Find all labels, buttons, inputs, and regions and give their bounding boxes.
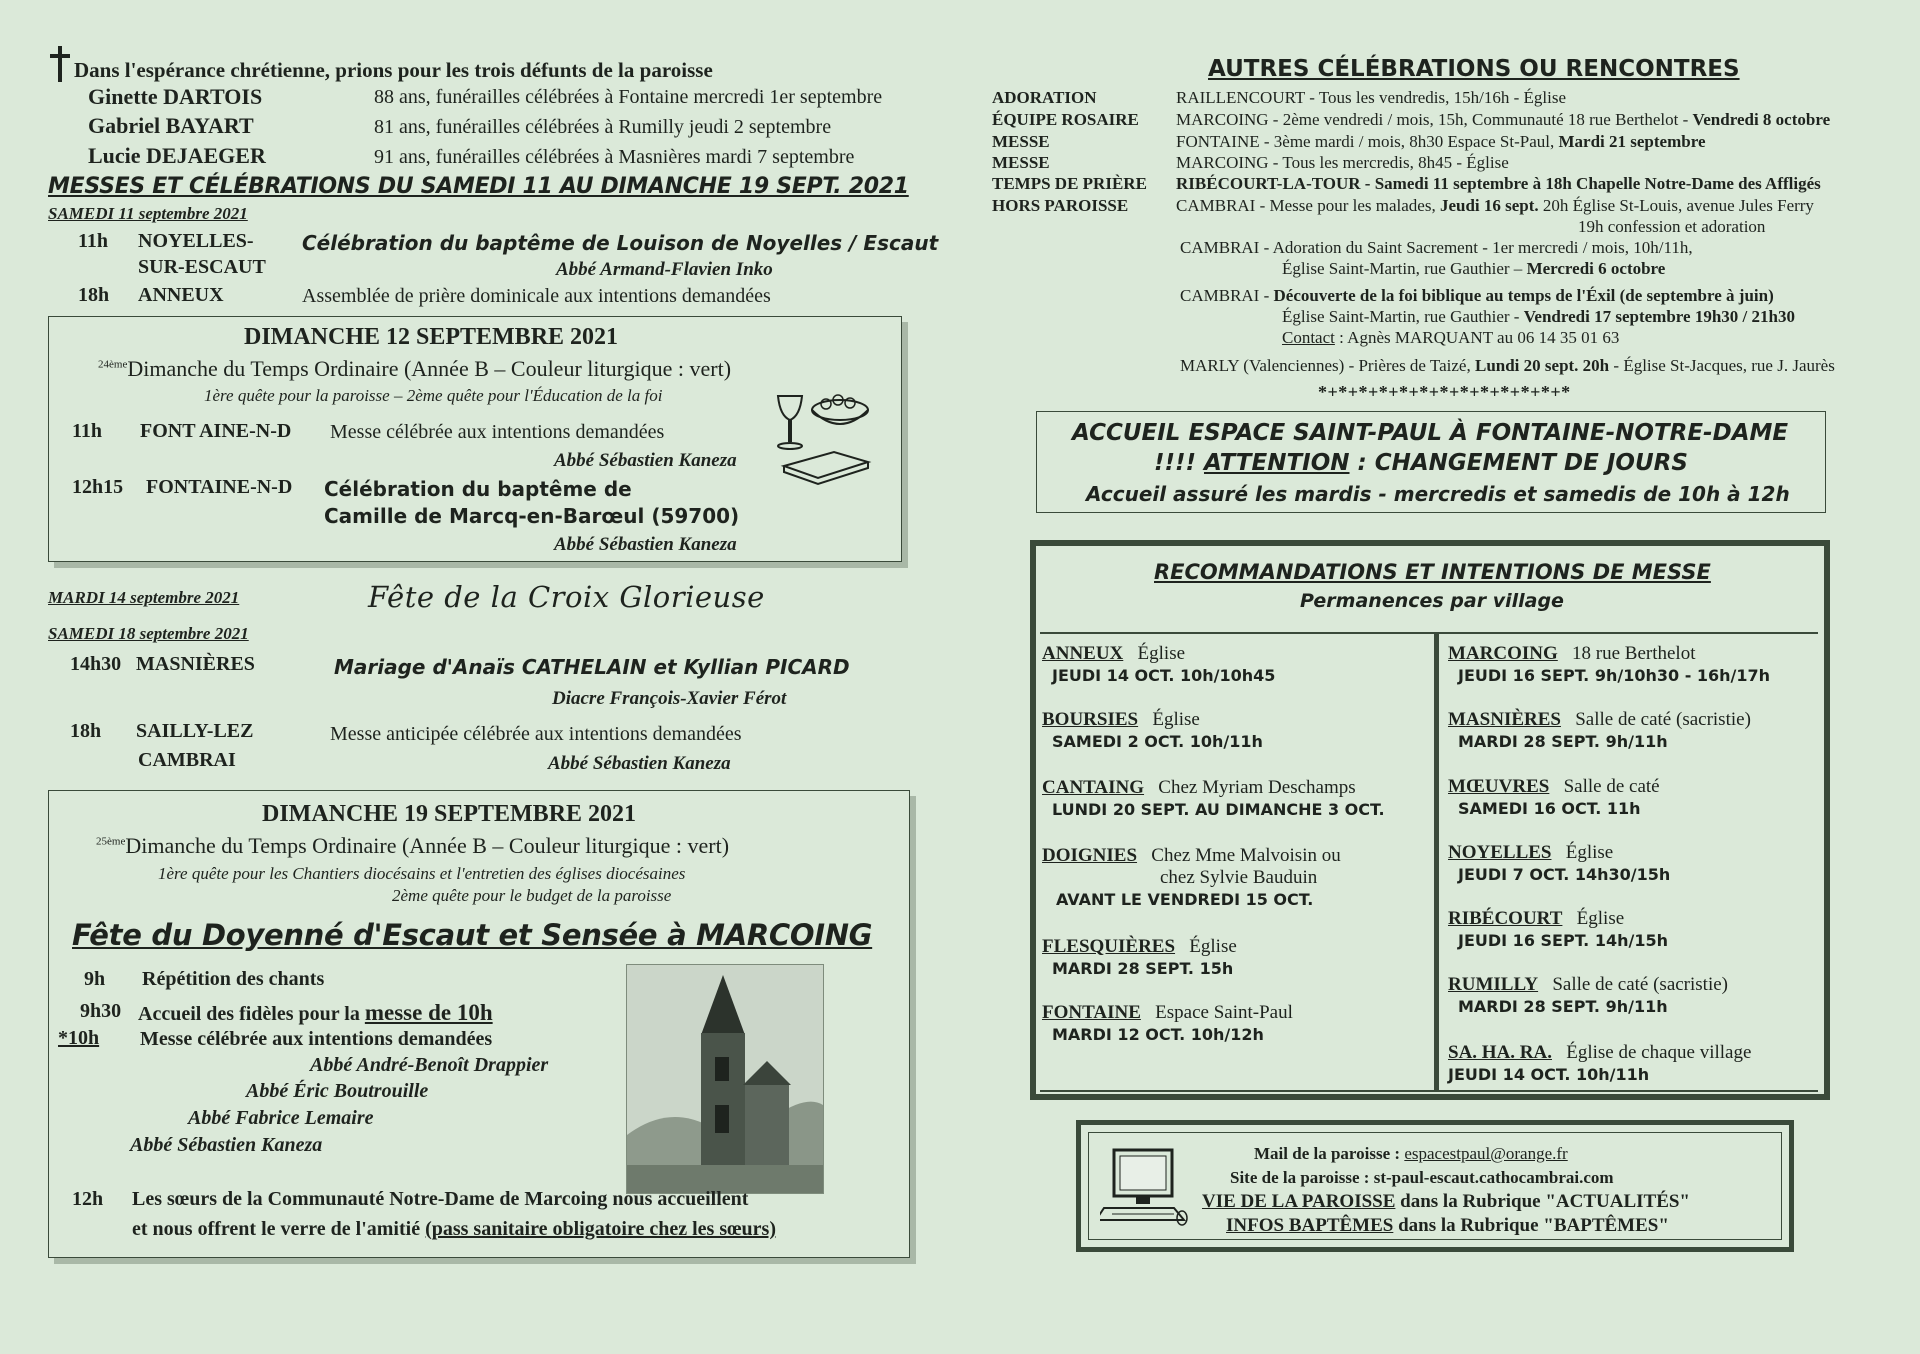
schedule-desc	[138, 1000, 493, 1026]
village-item	[1448, 974, 1728, 1018]
priest-name: Abbé Fabrice Lemaire	[188, 1107, 374, 1129]
event-description: Célébration du baptême de Louison de Noyelles / Escaut	[302, 231, 939, 255]
contact-label: Contact	[1282, 328, 1335, 347]
computer-icon	[1100, 1146, 1190, 1230]
autres-label: TEMPS DE PRIÈRE	[992, 174, 1147, 193]
priest-name: Abbé Sébastien Kaneza	[130, 1134, 323, 1156]
priest-name: Abbé André-Benoît Drappier	[310, 1054, 549, 1076]
village-place: chez Sylvie Bauduin	[1160, 867, 1318, 888]
event-time: 11h	[72, 420, 103, 442]
village-date: AVANT LE VENDREDI 15 OCT.	[1056, 890, 1314, 909]
event-place: ANNEUX	[138, 284, 224, 306]
autres-text-bold: Jeudi 16 sept.	[1439, 196, 1539, 215]
village-date: JEUDI 14 OCT. 10h/11h	[1448, 1065, 1650, 1084]
village-date: MARDI 28 SEPT. 9h/11h	[1458, 732, 1668, 751]
infos-link[interactable]: INFOS BAPTÊMES	[1226, 1215, 1394, 1236]
vie-rest: dans la Rubrique "ACTUALITÉS"	[1400, 1191, 1690, 1212]
autres-text-main: Église Saint-Martin, rue Gauthier –	[1282, 259, 1523, 278]
event-place: FONT AINE-N-D	[140, 420, 292, 442]
site-link[interactable]: st-paul-escaut.cathocambrai.com	[1373, 1168, 1614, 1187]
event-place: NOYELLES-	[138, 230, 254, 252]
deceased-name: Gabriel BAYART	[88, 113, 254, 138]
village-item	[1448, 643, 1770, 687]
village-name: FLESQUIÈRES	[1042, 936, 1176, 957]
feast-title: Fête de la Croix Glorieuse	[368, 580, 765, 614]
schedule-time: 12h	[72, 1188, 104, 1210]
schedule-desc: Messe célébrée aux intentions demandées	[140, 1028, 493, 1050]
village-item	[1042, 777, 1385, 821]
mass-link: messe de 10h	[364, 1000, 493, 1025]
village-date: JEUDI 16 SEPT. 14h/15h	[1458, 931, 1668, 950]
autres-text-bold: Mercredi 6 octobre	[1526, 259, 1666, 278]
event-time: 18h	[70, 720, 102, 742]
village-name: SA. HA. RA.	[1448, 1042, 1552, 1063]
schedule-desc: Répétition des chants	[142, 968, 325, 990]
sunday-subtitle-text: Dimanche du Temps Ordinaire (Année B – Couleur liturgique : vert)	[125, 833, 730, 858]
deceased-intro: Dans l'espérance chrétienne, prions pour les trois défunts de la paroisse	[74, 58, 713, 82]
autres-text-main: FONTAINE - 3ème mardi / mois, 8h30 Espace St-Paul,	[1176, 132, 1555, 151]
event-officiant: Abbé Sébastien Kaneza	[554, 534, 737, 555]
autres-text: RAILLENCOURT - Tous les vendredis, 15h/16h - Église	[1176, 88, 1567, 107]
contact-line	[1202, 1191, 1690, 1213]
sunday-title: DIMANCHE 19 SEPTEMBRE 2021	[262, 801, 637, 827]
village-date: JEUDI 14 OCT. 10h/10h45	[1052, 666, 1276, 685]
village-name: FONTAINE	[1042, 1002, 1141, 1023]
deceased-details: 91 ans, funérailles célébrées à Masnières mardi 7 septembre	[374, 146, 855, 168]
event-time: 12h15	[72, 476, 124, 498]
village-place: Église	[1137, 643, 1186, 664]
village-item	[1042, 845, 1341, 911]
autres-text	[1176, 110, 1830, 130]
village-place: Chez Myriam Deschamps	[1158, 777, 1356, 798]
autres-text-bold: Mardi 21 septembre	[1558, 132, 1706, 151]
sunday-number: 25ème	[96, 835, 126, 848]
event-description: Assemblée de prière dominicale aux intentions demandées	[302, 285, 771, 307]
accueil-line	[1154, 450, 1688, 476]
event-time: 18h	[78, 284, 110, 306]
autres-text-bold: Vendredi 17 septembre 19h30 / 21h30	[1523, 307, 1795, 326]
contact-text: : Agnès MARQUANT au 06 14 35 01 63	[1339, 328, 1620, 347]
deceased-name: Lucie DEJAEGER	[88, 143, 266, 168]
village-place: Salle de caté (sacristie)	[1575, 709, 1751, 730]
village-place: Chez Mme Malvoisin ou	[1151, 845, 1341, 866]
date-heading: MARDI 14 septembre 2021	[48, 588, 240, 607]
autres-text	[1282, 259, 1665, 279]
autres-text	[1176, 132, 1706, 152]
event-place: CAMBRAI	[138, 749, 236, 771]
deceased-name: Ginette DARTOIS	[88, 84, 263, 109]
autres-text	[1282, 328, 1619, 348]
accueil-exclaim: !!!!	[1154, 450, 1196, 476]
village-name: RIBÉCOURT	[1448, 908, 1563, 929]
schedule-time: 9h	[84, 968, 106, 990]
event-description: Célébration du baptême de	[324, 477, 632, 501]
masses-title: MESSES ET CÉLÉBRATIONS DU SAMEDI 11 AU DIMANCHE 19 SEPT. 2021	[48, 174, 909, 199]
deceased-details: 88 ans, funérailles célébrées à Fontaine mercredi 1er septembre	[374, 86, 883, 108]
event-officiant: Diacre François-Xavier Férot	[552, 688, 787, 709]
deceased-details: 81 ans, funérailles célébrées à Rumilly jeudi 2 septembre	[374, 116, 832, 138]
village-item	[1448, 709, 1751, 753]
church-photo	[626, 964, 824, 1194]
event-time: 11h	[78, 230, 109, 252]
village-name: MASNIÈRES	[1448, 709, 1561, 730]
quete-text: 2ème quête pour le budget de la paroisse	[392, 886, 672, 905]
village-name: RUMILLY	[1448, 974, 1539, 995]
autres-text-bold: Découverte de la foi biblique au temps de l'Éxil (de septembre à juin)	[1273, 286, 1774, 305]
autres-label: HORS PAROISSE	[992, 196, 1129, 215]
village-date: JEUDI 16 SEPT. 9h/10h30 - 16h/17h	[1458, 666, 1771, 685]
autres-text	[1176, 196, 1814, 216]
autres-text-main: MARLY (Valenciennes) - Prières de Taizé,	[1180, 356, 1471, 375]
event-description: Mariage d'Anaïs CATHELAIN et Kyllian PICARD	[334, 655, 850, 679]
autres-label: MESSE	[992, 132, 1050, 151]
contact-line	[1254, 1144, 1568, 1164]
chalice-icon	[770, 388, 882, 488]
village-item	[1042, 1002, 1293, 1046]
autres-text-after: 20h Église St-Louis, avenue Jules Ferry	[1542, 196, 1814, 215]
autres-text-bold: Lundi 20 sept. 20h	[1474, 356, 1610, 375]
village-date: LUNDI 20 SEPT. AU DIMANCHE 3 OCT.	[1052, 800, 1385, 819]
village-name: BOURSIES	[1042, 709, 1139, 730]
event-time: 14h30	[70, 653, 122, 675]
village-item	[1042, 936, 1237, 980]
event-place: SAILLY-LEZ	[136, 720, 254, 742]
mail-label: Mail de la paroisse :	[1254, 1144, 1401, 1163]
accueil-text: : CHANGEMENT DE JOURS	[1357, 450, 1688, 476]
date-heading: SAMEDI 11 septembre 2021	[48, 204, 248, 223]
pass-sanitaire: (pass sanitaire obligatoire chez les sœurs)	[425, 1218, 776, 1240]
village-item	[1042, 709, 1263, 753]
autres-text-bold: Vendredi 8 octobre	[1692, 110, 1831, 129]
autres-text: CAMBRAI - Adoration du Saint Sacrement - 1er mercredi / mois, 10h/11h,	[1180, 238, 1693, 257]
autres-text: MARCOING - Tous les mercredis, 8h45 - Église	[1176, 153, 1509, 172]
village-date: MARDI 28 SEPT. 15h	[1052, 959, 1234, 978]
village-place: Église de chaque village	[1566, 1042, 1752, 1063]
separator: *+*+*+*+*+*+*+*+*+*+*+*+*	[1318, 382, 1571, 402]
sunday-subtitle	[96, 833, 729, 859]
village-place: 18 rue Berthelot	[1572, 643, 1696, 664]
village-date: MARDI 28 SEPT. 9h/11h	[1458, 997, 1668, 1016]
contact-line	[1226, 1215, 1669, 1237]
village-place: Espace Saint-Paul	[1155, 1002, 1293, 1023]
village-date: MARDI 12 OCT. 10h/12h	[1052, 1025, 1264, 1044]
schedule-desc-text: Accueil des fidèles pour la	[138, 1003, 360, 1025]
schedule-desc	[132, 1218, 776, 1241]
event-description: Messe célébrée aux intentions demandées	[330, 421, 665, 443]
site-label: Site de la paroisse :	[1230, 1168, 1370, 1187]
event-description: Camille de Marcq-en-Barœul (59700)	[324, 504, 740, 528]
event-place: SUR-ESCAUT	[138, 256, 266, 278]
vie-link[interactable]: VIE DE LA PAROISSE	[1202, 1191, 1396, 1212]
autres-text-main: Église Saint-Martin, rue Gauthier -	[1282, 307, 1520, 326]
village-date: SAMEDI 16 OCT. 11h	[1458, 799, 1641, 818]
quete-text: 1ère quête pour les Chantiers diocésains et l'entretien des églises diocésaines	[158, 864, 686, 883]
autres-text-bold: RIBÉCOURT-LA-TOUR - Samedi 11 septembre à 18h Chapelle Notre-Dame des Affligés	[1176, 174, 1821, 193]
date-heading: SAMEDI 18 septembre 2021	[48, 624, 249, 643]
village-item	[1042, 643, 1275, 687]
infos-rest: dans la Rubrique "BAPTÊMES"	[1398, 1215, 1669, 1236]
contact-line	[1230, 1168, 1614, 1188]
sunday-title: DIMANCHE 12 SEPTEMBRE 2021	[244, 324, 619, 350]
village-item	[1448, 1042, 1751, 1086]
mail-link[interactable]: espacestpaul@orange.fr	[1404, 1144, 1568, 1163]
recommandations-divider	[1434, 632, 1439, 1090]
village-place: Salle de caté	[1563, 776, 1660, 797]
quete-text: 1ère quête pour la paroisse – 2ème quête pour l'Éducation de la foi	[204, 386, 663, 405]
sunday-subtitle	[98, 356, 731, 382]
autres-text-main: MARCOING - 2ème vendredi / mois, 15h, Communauté 18 rue Berthelot -	[1176, 110, 1689, 129]
village-place: Église	[1152, 709, 1200, 730]
village-name: ANNEUX	[1042, 643, 1124, 664]
village-item	[1448, 908, 1668, 952]
village-date: SAMEDI 2 OCT. 10h/11h	[1052, 732, 1263, 751]
village-place: Église	[1576, 908, 1625, 929]
village-item	[1448, 842, 1670, 886]
village-name: MŒUVRES	[1448, 776, 1550, 797]
event-place: MASNIÈRES	[136, 653, 255, 675]
autres-text	[1180, 356, 1835, 376]
village-place: Salle de caté (sacristie)	[1552, 974, 1729, 995]
sunday-number: 24ème	[98, 358, 128, 371]
accueil-line: ACCUEIL ESPACE SAINT-PAUL À FONTAINE-NOTRE-DAME	[1072, 420, 1789, 446]
feast-title: Fête du Doyenné d'Escaut et Sensée à MARCOING	[72, 918, 873, 952]
schedule-desc-text: et nous offrent le verre de l'amitié	[132, 1218, 421, 1240]
village-item	[1448, 776, 1660, 820]
autres-text-after: - Église St-Jacques, rue J. Jaurès	[1613, 356, 1835, 375]
autres-label: ADORATION	[992, 88, 1097, 107]
autres-label: ÉQUIPE ROSAIRE	[992, 110, 1139, 129]
event-officiant: Abbé Sébastien Kaneza	[554, 450, 737, 471]
autres-title: AUTRES CÉLÉBRATIONS OU RENCONTRES	[1208, 56, 1740, 82]
village-place: Église	[1565, 842, 1614, 863]
village-name: NOYELLES	[1448, 842, 1552, 863]
autres-text	[1180, 286, 1774, 306]
sunday-subtitle-text: Dimanche du Temps Ordinaire (Année B – Couleur liturgique : vert)	[127, 356, 732, 381]
priest-name: Abbé Éric Boutrouille	[246, 1080, 429, 1102]
event-place: FONTAINE-N-D	[146, 476, 293, 498]
event-officiant: Abbé Armand-Flavien Inko	[556, 259, 773, 280]
village-name: CANTAING	[1042, 777, 1145, 798]
autres-label: MESSE	[992, 153, 1050, 172]
autres-text: 19h confession et adoration	[1578, 217, 1766, 236]
village-place: Église	[1189, 936, 1237, 957]
recommandations-title: RECOMMANDATIONS ET INTENTIONS DE MESSE	[1154, 560, 1711, 584]
recommandations-subtitle: Permanences par village	[1300, 590, 1564, 612]
village-name: MARCOING	[1448, 643, 1558, 664]
autres-text	[1282, 307, 1795, 327]
accueil-attention: ATTENTION	[1203, 450, 1350, 476]
schedule-time: *10h	[58, 1027, 100, 1049]
village-name: DOIGNIES	[1042, 845, 1138, 866]
accueil-line: Accueil assuré les mardis - mercredis et samedis de 10h à 12h	[1086, 482, 1790, 506]
autres-text-main: CAMBRAI - Messe pour les malades,	[1176, 196, 1436, 215]
schedule-time: 9h30	[80, 1000, 122, 1022]
cross-icon	[48, 46, 72, 82]
event-description: Messe anticipée célébrée aux intentions demandées	[330, 723, 742, 745]
event-officiant: Abbé Sébastien Kaneza	[548, 753, 731, 774]
village-date: JEUDI 7 OCT. 14h30/15h	[1458, 865, 1671, 884]
schedule-desc: Les sœurs de la Communauté Notre-Dame de Marcoing nous accueillent	[132, 1188, 749, 1210]
autres-text-main: CAMBRAI -	[1180, 286, 1270, 305]
